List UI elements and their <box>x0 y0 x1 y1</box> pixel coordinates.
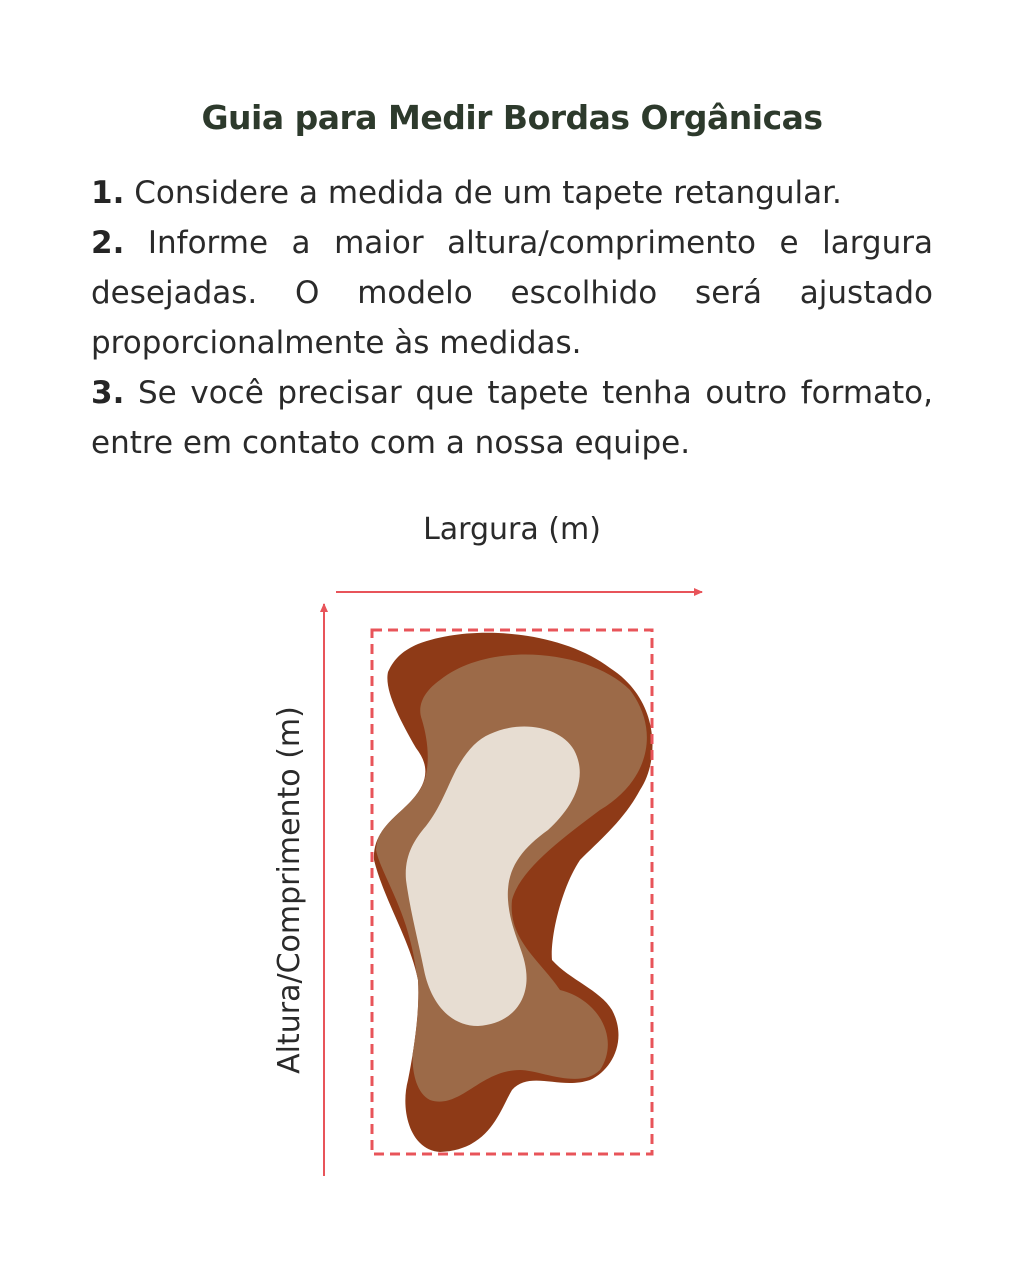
width-label: Largura (m) <box>423 512 601 547</box>
step-number: 2. <box>91 225 125 261</box>
height-label: Altura/Comprimento (m) <box>272 706 307 1074</box>
step-number: 3. <box>91 375 125 411</box>
step-number: 1. <box>91 175 125 211</box>
step-text: Considere a medida de um tapete retangular. <box>124 175 842 211</box>
step-text: Se você precisar que tapete tenha outro formato, entre em contato com a nossa equipe. <box>91 375 933 461</box>
page-title: Guia para Medir Bordas Orgânicas <box>201 98 823 137</box>
organic-rug-image <box>360 620 660 1160</box>
step-text: Informe a maior altura/comprimento e largura desejadas. O modelo escolhido será ajustado proporcionalmente às medidas. <box>91 225 933 361</box>
